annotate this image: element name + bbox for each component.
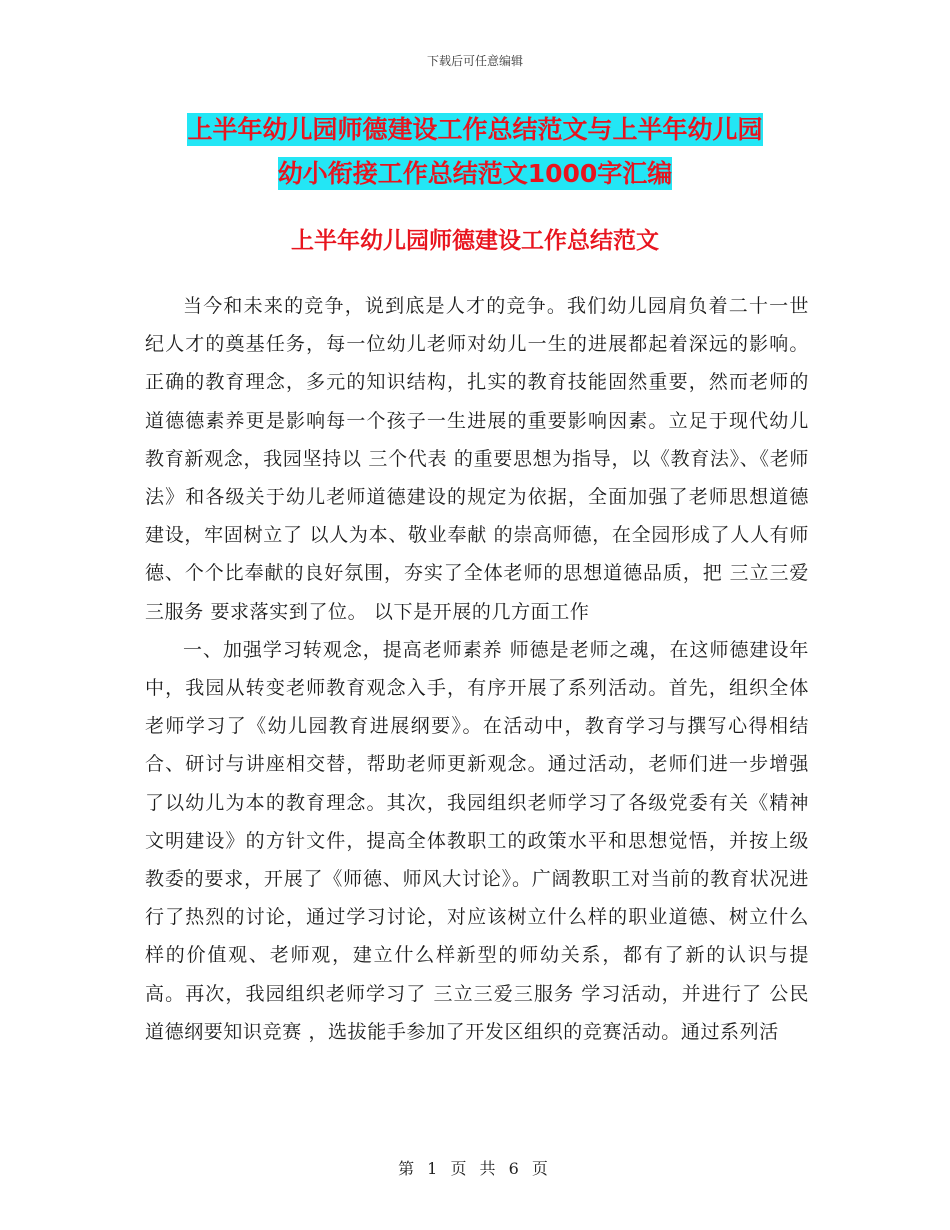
header-note: 下载后可任意编辑 xyxy=(426,54,523,68)
document-body xyxy=(145,287,809,1051)
paragraph-2: 一、加强学习转观念，提高老师素养 师德是老师之魂，在这师德建设年中，我园从转变老师教育观念入手，有序开展了系列活动。首先，组织全体老师学习了《幼儿园教育进展纲要》。在活动中，教育学习与撰写心得相结合、研讨与讲座相交替，帮助老师更新观念。通过活动，老师们进一步增强了以幼儿为本的教育理念。其次，我园组织老师学习了各级党委有关《精神文明建设》的方针文件，提高全体教职工的政策水平和思想觉悟，并按上级教委的要求，开展了《师德、师风大讨论》。广阔教职工对当前的教育状况进行了热烈的讨论，通过学习讨论，对应该树立什么样的职业道德、树立什么样的价值观、老师观，建立什么样新型的师幼关系，都有了新的认识与提高。再次，我园组织老师学习了 三立三爱三服务 学习活动，并进行了 公民道德纲要知识竞赛 ，选拔能手参加了开发区组织的竞赛活动。通过系列活 xyxy=(145,638,809,1043)
section-title: 上半年幼儿园师德建设工作总结范文 xyxy=(291,228,659,254)
title-line-1: 上半年幼儿园师德建设工作总结范文与上半年幼儿园 xyxy=(187,115,763,144)
page-footer: 第 1 页 共 6 页 xyxy=(398,1159,552,1178)
document-title xyxy=(0,108,950,196)
paragraph-1: 当今和未来的竞争，说到底是人才的竞争。我们幼儿园肩负着二十一世纪人才的奠基任务，每一位幼儿老师对幼儿一生的进展都起着深远的影响。正确的教育理念，多元的知识结构，扎实的教育技能固然重要，然而老师的道德德素养更是影响每一个孩子一生进展的重要影响因素。立足于现代幼儿教育新观念，我园坚持以 三个代表 的重要思想为指导，以《教育法》、《老师法》和各级关于幼儿老师道德建设的规定为依据，全面加强了老师思想道德建设，牢固树立了 以人为本、敬业奉献 的崇高师德，在全园形成了人人有师德、个个比奉献的良好氛围，夯实了全体老师的思想道德品质，把 三立三爱三服务 要求落实到了位。 以下是开展的几方面工作 xyxy=(145,295,809,623)
title-line-2: 幼小衔接工作总结范文1000字汇编 xyxy=(277,159,673,188)
